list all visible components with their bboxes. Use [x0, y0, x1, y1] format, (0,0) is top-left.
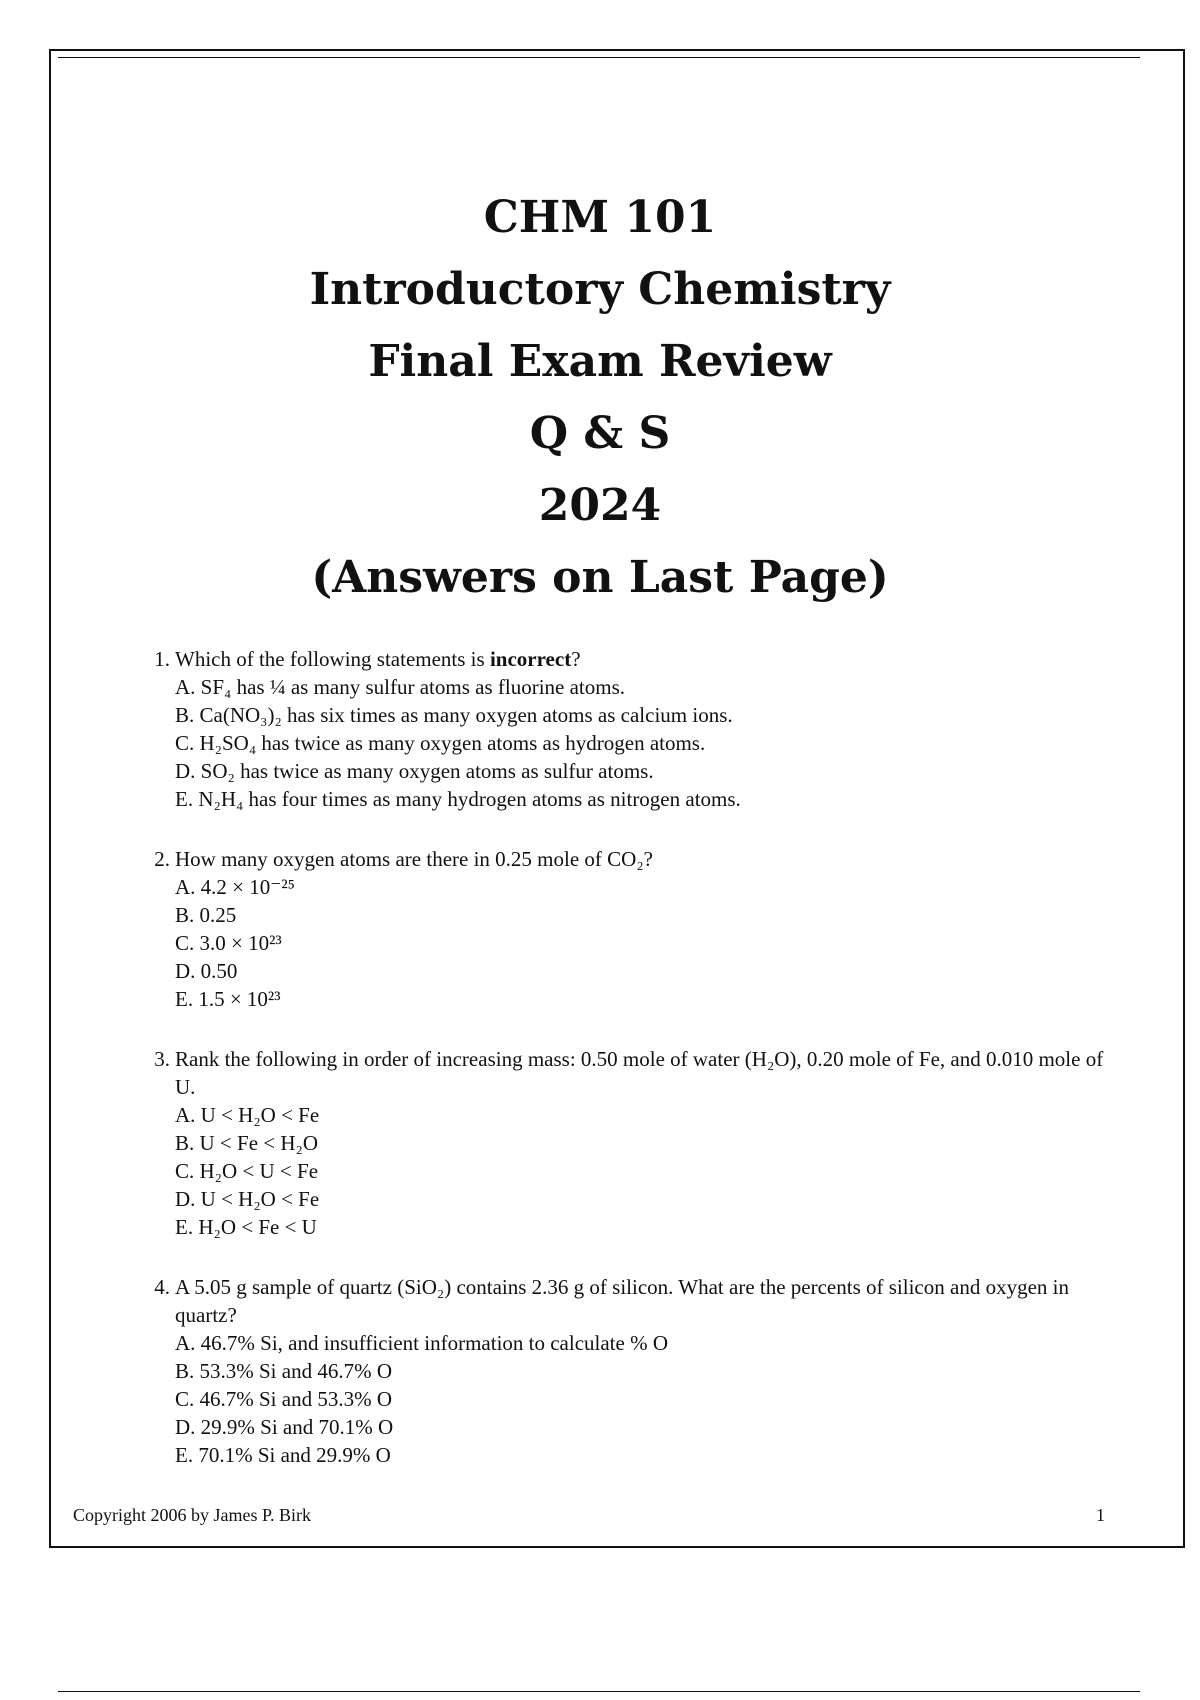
choice-d: D. 0.50 — [175, 959, 238, 983]
choice-b: B. 0.25 — [175, 903, 237, 927]
course-code: CHM 101 — [483, 192, 717, 243]
choice-c: C. 3.0 × 10²³ — [175, 931, 282, 955]
question-stem: A 5.05 g sample of quartz (SiO₂) contains 2.36 g of silicon. What are the percents of silicon and oxygen in quartz? — [175, 1275, 1069, 1327]
choice-e: E. 1.5 × 10²³ — [175, 987, 281, 1011]
choice-e: E. 70.1% Si and 29.9% O — [175, 1443, 391, 1467]
question-list — [145, 645, 1105, 1501]
choice-c: C. H₂SO₄ has twice as many oxygen atoms as hydrogen atoms. — [175, 731, 706, 755]
answer-choices — [175, 1329, 1105, 1469]
choice-b: B. Ca(NO₃)₂ has six times as many oxygen atoms as calcium ions. — [175, 703, 733, 727]
choice-a: A. 4.2 × 10⁻²⁵ — [175, 875, 295, 899]
choice-b: B. U < Fe < H₂O — [175, 1131, 319, 1155]
choice-a: A. U < H₂O < Fe — [175, 1103, 320, 1127]
question-number: 2. — [154, 847, 170, 871]
copyright-notice: Copyright 2006 by James P. Birk — [73, 1505, 312, 1525]
choice-d: D. SO₂ has twice as many oxygen atoms as sulfur atoms. — [175, 759, 654, 783]
question-number: 3. — [154, 1047, 170, 1071]
document-year: 2024 — [538, 480, 662, 531]
emphasis: incorrect — [489, 647, 572, 671]
question-2 — [145, 845, 1105, 1013]
choice-d: D. 29.9% Si and 70.1% O — [175, 1415, 394, 1439]
course-name: Introductory Chemistry — [309, 264, 891, 315]
question-stem: How many oxygen atoms are there in 0.25 mole of CO₂? — [175, 847, 653, 871]
choice-d: D. U < H₂O < Fe — [175, 1187, 320, 1211]
answer-choices — [175, 873, 1105, 1013]
answers-note: (Answers on Last Page) — [311, 552, 889, 603]
document-subtitle: Q & S — [529, 408, 671, 459]
choice-a: A. SF₄ has ¼ as many sulfur atoms as fluorine atoms. — [175, 675, 626, 699]
choice-c: C. H₂O < U < Fe — [175, 1159, 319, 1183]
choice-e: E. H₂O < Fe < U — [175, 1215, 317, 1239]
choice-b: B. 53.3% Si and 46.7% O — [175, 1359, 392, 1383]
question-number: 1. — [154, 647, 170, 671]
question-stem: Rank the following in order of increasing mass: 0.50 mole of water (H₂O), 0.20 mole of Fe, and 0.010 mole of U. — [175, 1047, 1104, 1099]
answer-choices — [175, 1101, 1105, 1241]
next-page-rule — [58, 1691, 1140, 1692]
choice-e: E. N₂H₄ has four times as many hydrogen atoms as nitrogen atoms. — [175, 787, 741, 811]
question-3 — [145, 1045, 1105, 1241]
choice-a: A. 46.7% Si, and insufficient information to calculate % O — [175, 1331, 668, 1355]
question-1 — [145, 645, 1105, 813]
document-title: Final Exam Review — [368, 336, 832, 387]
answer-choices — [175, 673, 1105, 813]
question-4 — [145, 1273, 1105, 1469]
question-number: 4. — [154, 1275, 170, 1299]
page-number: 1 — [1096, 1505, 1105, 1525]
question-stem: Which of the following statements is incorrect? — [175, 647, 581, 671]
choice-c: C. 46.7% Si and 53.3% O — [175, 1387, 392, 1411]
top-rule — [58, 57, 1140, 58]
title-block — [0, 182, 1200, 614]
